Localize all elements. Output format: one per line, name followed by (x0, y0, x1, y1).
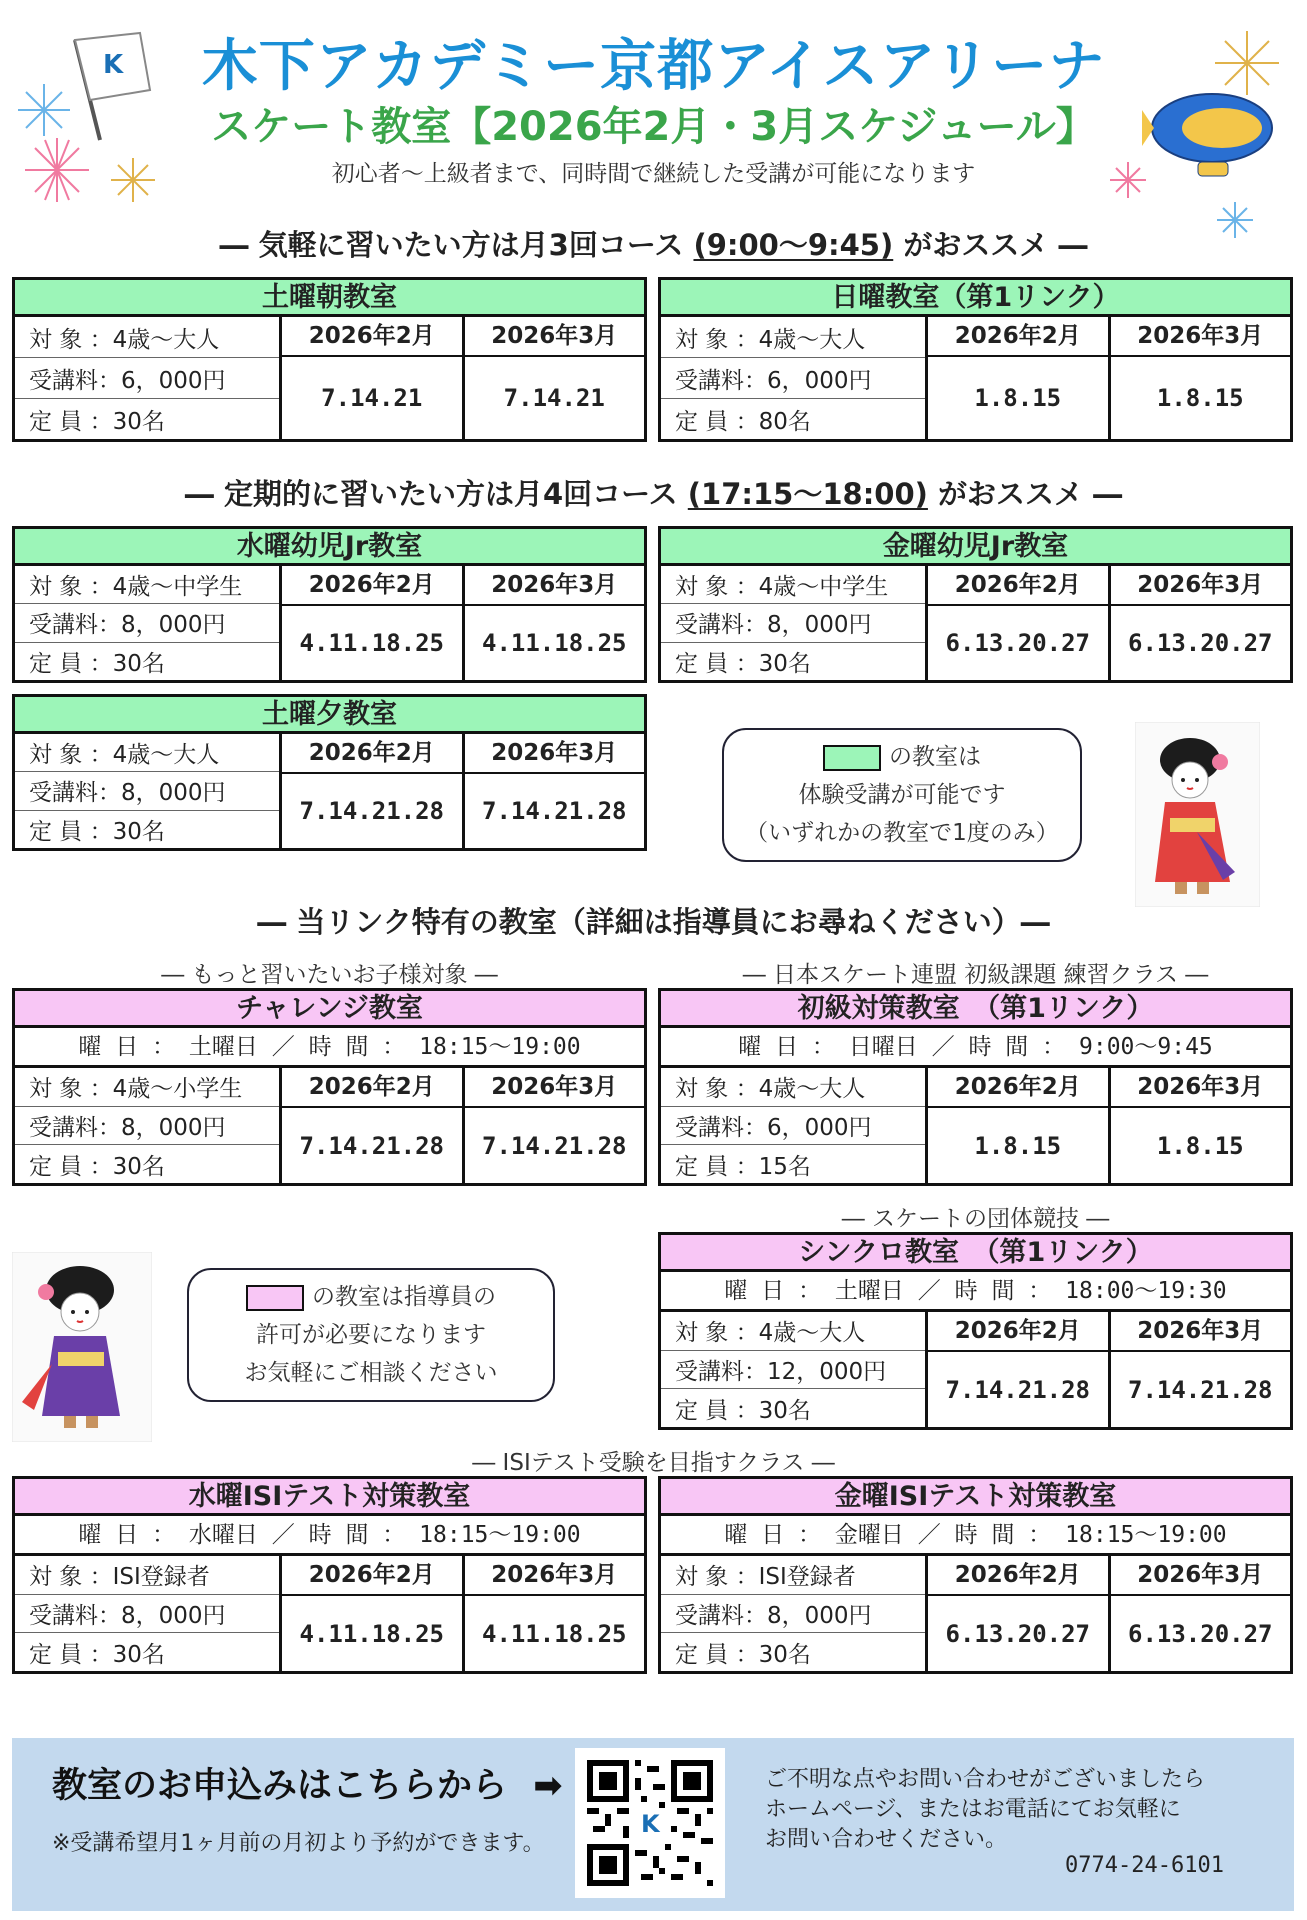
month-dates: 7.14.21 (503, 384, 605, 412)
section-heading-special: ― 当リンク特有の教室（詳細は指導員にお尋ねください）― (257, 905, 1050, 939)
month-header: 2026年3月 (465, 566, 645, 606)
month-dates: 7.14.21.28 (482, 1131, 627, 1160)
apply-note: ※受講希望月1ヶ月前の月初より予約ができます。 (52, 1831, 545, 1856)
month-dates: 7.14.21 (321, 384, 423, 412)
capacity-text: 定 員 ：30名 (29, 650, 165, 677)
course-title: 土曜朝教室 (15, 280, 644, 317)
legend-line: 許可が必要になります (256, 1322, 486, 1348)
legend-line: （いずれかの教室で1度のみ） (745, 820, 1059, 846)
month-dates: 6.13.20.27 (1128, 1619, 1273, 1648)
fee-text: 受講料：12，000円 (661, 1351, 925, 1390)
month-header: 2026年3月 (1111, 1556, 1291, 1596)
course-fri-jr (658, 526, 1293, 683)
arrow-right-icon: ➡ (533, 1766, 563, 1806)
month-header: 2026年3月 (1111, 1068, 1291, 1108)
fee-text: 受講料：6，000円 (15, 358, 279, 399)
legend-text: の教室は (889, 744, 981, 770)
month-dates: 1.8.15 (1156, 1131, 1244, 1160)
heading-text: ― 気軽に習いたい方は月3回コース (219, 228, 694, 262)
month-header: 2026年2月 (282, 1556, 462, 1596)
fee-text: 受講料：8，000円 (15, 772, 279, 810)
course-title: 日曜教室（第1リンク） (661, 280, 1290, 317)
target-text: 対 象 ：4歳～大人 (661, 1312, 925, 1351)
schedule-text: 曜 日 ： 土曜日 ／ 時 間 ： 18:00～19:30 (661, 1272, 1290, 1312)
subheading-team: ― スケートの団体競技 ― (841, 1206, 1110, 1232)
month-header: 2026年2月 (928, 1556, 1108, 1596)
maiko-illustration (1135, 722, 1260, 907)
course-fri-isi (658, 1476, 1293, 1674)
qr-code-icon (587, 1760, 713, 1886)
month-dates: 7.14.21.28 (945, 1375, 1090, 1404)
svg-text:K: K (103, 50, 124, 80)
target-text: 対 象 ：ISI登録者 (661, 1556, 925, 1595)
svg-text:K: K (641, 1810, 660, 1838)
capacity-text: 定 員 ：15名 (675, 1153, 811, 1180)
month-dates: 7.14.21.28 (299, 1131, 444, 1160)
fee-text: 受講料：6，000円 (661, 358, 925, 399)
page-subtitle: スケート教室【2026年2月・3月スケジュール】 (211, 104, 1096, 150)
month-header: 2026年2月 (282, 1068, 462, 1108)
month-dates: 7.14.21.28 (1128, 1375, 1273, 1404)
subheading-kids: ― もっと習いたいお子様対象 ― (161, 962, 498, 988)
subheading-jsf: ― 日本スケート連盟 初級課題 練習クラス ― (742, 962, 1209, 988)
target-text: 対 象 ：4歳～中学生 (15, 566, 279, 604)
course-sat-morning (12, 277, 647, 442)
contact-line: ホームページ、またはお電話にてお気軽に (765, 1797, 1181, 1822)
capacity-text: 定 員 ：30名 (29, 1153, 165, 1180)
legend-trial (722, 728, 1082, 862)
month-dates: 4.11.18.25 (299, 629, 444, 657)
course-wed-jr (12, 526, 647, 683)
contact-info (765, 1765, 1205, 1855)
qr-code[interactable] (575, 1748, 725, 1898)
section-heading-monthly4 (0, 472, 1307, 513)
month-header: 2026年2月 (928, 1312, 1108, 1352)
course-wed-isi (12, 1476, 647, 1674)
month-dates: 7.14.21.28 (299, 797, 444, 825)
course-sat-evening (12, 694, 647, 851)
maiko-illustration (12, 1252, 152, 1442)
heading-time: (9:00～9:45) (693, 228, 894, 262)
target-text: 対 象 ：4歳～中学生 (661, 566, 925, 604)
month-header: 2026年2月 (928, 1068, 1108, 1108)
course-title: 金曜ISIテスト対策教室 (661, 1479, 1290, 1516)
course-synchro (658, 1232, 1293, 1430)
phone-number[interactable]: 0774-24-6101 (1065, 1853, 1224, 1878)
month-dates: 6.13.20.27 (945, 1619, 1090, 1648)
legend-line (724, 738, 1080, 776)
month-dates: 1.8.15 (974, 1131, 1062, 1160)
month-header: 2026年2月 (928, 317, 1108, 357)
course-title: 水曜ISIテスト対策教室 (15, 1479, 644, 1516)
capacity-text: 定 員 ：30名 (675, 1397, 811, 1424)
month-header: 2026年3月 (465, 1068, 645, 1108)
schedule-text: 曜 日 ： 水曜日 ／ 時 間 ： 18:15～19:00 (15, 1516, 644, 1556)
month-header: 2026年2月 (928, 566, 1108, 606)
fee-text: 受講料：8，000円 (15, 1107, 279, 1146)
green-swatch (823, 745, 881, 771)
target-text: 対 象 ：4歳～小学生 (15, 1068, 279, 1107)
capacity-text: 定 員 ：30名 (29, 818, 165, 845)
contact-line: お問い合わせください。 (765, 1827, 1008, 1852)
schedule-text: 曜 日 ： 土曜日 ／ 時 間 ： 18:15～19:00 (15, 1028, 644, 1068)
capacity-text: 定 員 ：30名 (29, 1641, 165, 1668)
apply-heading (52, 1758, 563, 1808)
subheading-isi: ― ISIテスト受験を目指すクラス ― (472, 1450, 835, 1476)
month-dates: 4.11.18.25 (482, 629, 627, 657)
month-header: 2026年3月 (465, 734, 645, 774)
legend-permission (187, 1268, 555, 1402)
target-text: 対 象 ：4歳～大人 (15, 317, 279, 358)
course-title: シンクロ教室 （第1リンク） (661, 1235, 1290, 1272)
month-header: 2026年3月 (465, 1556, 645, 1596)
month-header: 2026年3月 (1111, 566, 1291, 606)
contact-line: ご不明な点やお問い合わせがございましたら (765, 1767, 1206, 1792)
month-dates: 6.13.20.27 (1128, 629, 1273, 657)
month-dates: 4.11.18.25 (299, 1619, 444, 1648)
month-header: 2026年2月 (282, 566, 462, 606)
month-dates: 4.11.18.25 (482, 1619, 627, 1648)
fee-text: 受講料：8，000円 (15, 604, 279, 642)
month-dates: 6.13.20.27 (945, 629, 1090, 657)
heading-text: ― 定期的に習いたい方は月4回コース (184, 477, 688, 511)
month-header: 2026年2月 (282, 317, 462, 357)
apply-text: 教室のお申込みはこちらから (52, 1766, 508, 1806)
pink-swatch (246, 1285, 304, 1311)
month-header: 2026年3月 (465, 317, 645, 357)
course-title: 水曜幼児Jr教室 (15, 529, 644, 566)
month-dates: 1.8.15 (974, 384, 1062, 412)
course-challenge (12, 988, 647, 1186)
schedule-text: 曜 日 ： 金曜日 ／ 時 間 ： 18:15～19:00 (661, 1516, 1290, 1556)
course-title: 土曜夕教室 (15, 697, 644, 734)
target-text: 対 象 ：4歳～大人 (661, 317, 925, 358)
capacity-text: 定 員 ：30名 (675, 1641, 811, 1668)
heading-time: (17:15～18:00) (687, 477, 928, 511)
heading-text: がおススメ ― (927, 477, 1123, 511)
heading-text: がおススメ ― (893, 228, 1088, 262)
legend-line: 体験受講が可能です (798, 782, 1006, 808)
page-title: 木下アカデミー京都アイスアリーナ (201, 34, 1106, 99)
fee-text: 受講料：8，000円 (15, 1595, 279, 1634)
capacity-text: 定 員 ：80名 (675, 408, 811, 435)
course-title: チャレンジ教室 (15, 991, 644, 1028)
target-text: 対 象 ：4歳～大人 (661, 1068, 925, 1107)
legend-line (189, 1278, 553, 1316)
fee-text: 受講料：8，000円 (661, 1595, 925, 1634)
course-title: 金曜幼児Jr教室 (661, 529, 1290, 566)
month-header: 2026年3月 (1111, 1312, 1291, 1352)
fee-text: 受講料：6，000円 (661, 1107, 925, 1146)
legend-text: の教室は指導員の (312, 1284, 496, 1310)
course-sunday (658, 277, 1293, 442)
target-text: 対 象 ：ISI登録者 (15, 1556, 279, 1595)
target-text: 対 象 ：4歳～大人 (15, 734, 279, 772)
month-header: 2026年3月 (1111, 317, 1291, 357)
tagline: 初心者～上級者まで、同時間で継続した受講が可能になります (331, 161, 976, 187)
legend-line: お気軽にご相談ください (244, 1360, 498, 1386)
course-beginner (658, 988, 1293, 1186)
section-heading-monthly3 (0, 223, 1307, 264)
course-title: 初級対策教室 （第1リンク） (661, 991, 1290, 1028)
month-dates: 1.8.15 (1156, 384, 1244, 412)
month-header: 2026年2月 (282, 734, 462, 774)
capacity-text: 定 員 ：30名 (29, 408, 165, 435)
fee-text: 受講料：8，000円 (661, 604, 925, 642)
schedule-text: 曜 日 ： 日曜日 ／ 時 間 ： 9:00～9:45 (661, 1028, 1290, 1068)
month-dates: 7.14.21.28 (482, 797, 627, 825)
capacity-text: 定 員 ：30名 (675, 650, 811, 677)
